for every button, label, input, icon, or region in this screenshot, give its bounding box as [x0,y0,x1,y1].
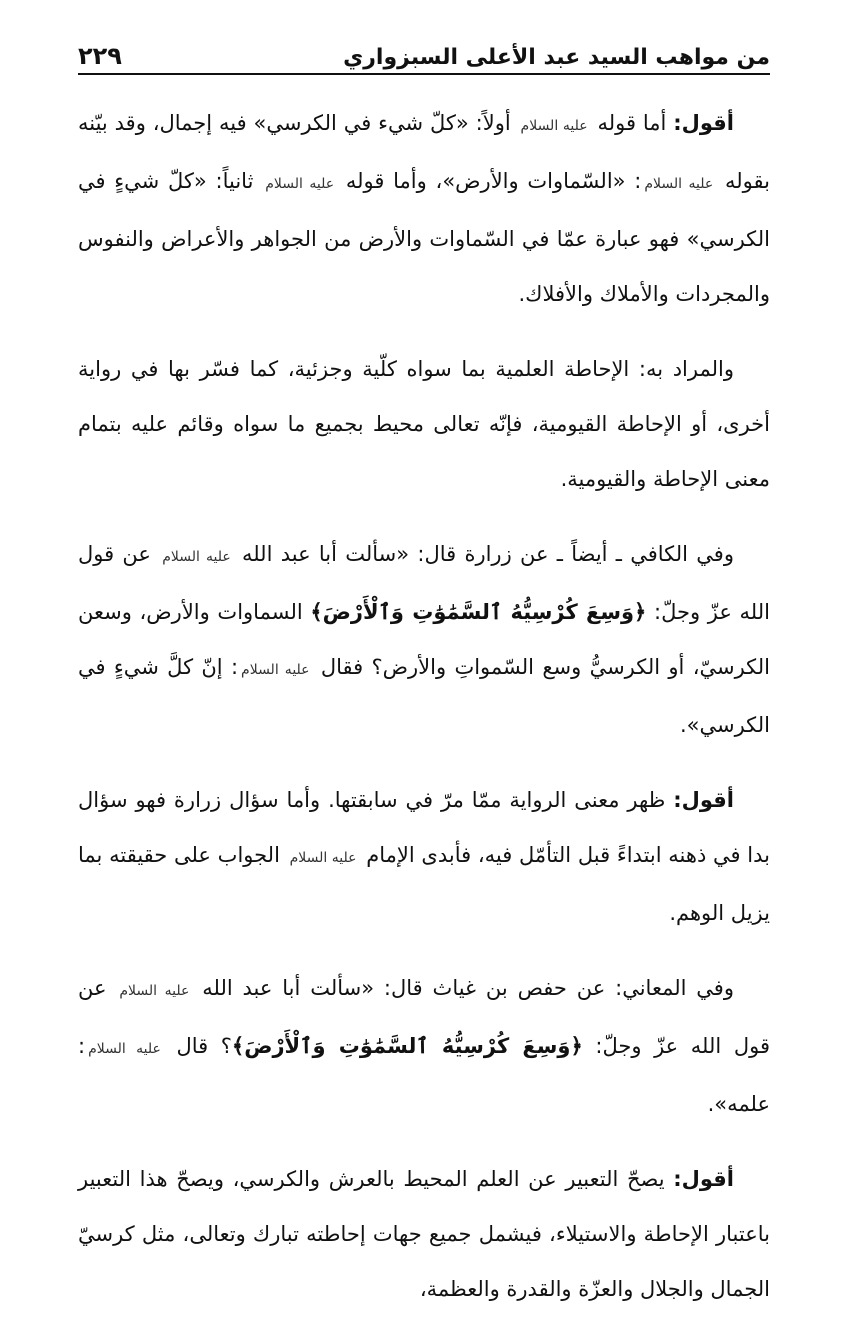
honorific-symbol: عليه السلام [289,850,357,866]
running-header [78,30,770,70]
quran-verse: ﴿وَسِعَ كُرْسِيُّهُ ٱلسَّمَٰوَٰتِ وَٱلْأَرْضَ﴾ [231,1034,583,1058]
paragraph-2 [78,342,770,507]
text-run: وفي الكافي ـ أيضاً ـ عن زرارة قال: «سألت أبا عبد الله [233,542,734,566]
text-run: الجواب على حقيقته بما يزيل الوهم. [78,843,770,925]
paragraph-4 [78,773,770,941]
text-run: : «السّماوات والأرض»، وأما قوله [337,169,642,193]
text-run: يصحّ التعبير عن العلم المحيط بالعرش والكرسي، ويصحّ هذا التعبير باعتبار الإحاطة والاستيلاء، فيشمل جميع جهات إحاطته تبارك وتعالى، مثل كرسيّ الجمال والجلال والعزّة والقدرة والعظمة، [78,1167,770,1301]
honorific-symbol: عليه السلام [265,176,335,192]
honorific-symbol: عليه السلام [644,176,714,192]
honorific-symbol: عليه السلام [88,1041,161,1057]
text-run: ظهر معنى الرواية ممّا مرّ في سابقتها. وأما سؤال زرارة فهو سؤال بدا في ذهنه ابتداءً قبل التأمّل فيه، فأبدى الإمام [78,788,770,867]
running-title: من مواهب السيد عبد الأعلى السبزواري [343,45,770,70]
text-run: : إنّ كلَّ شيءٍ في الكرسي». [78,655,770,737]
honorific-symbol: عليه السلام [520,118,588,134]
text-run: أولاً: «كلّ شيء في الكرسي» فيه إجمال، وقد بيّنه بقوله [78,111,770,193]
honorific-symbol: عليه السلام [241,662,310,678]
commentary-lead: أقول: [673,788,734,812]
quran-verse: ﴿وَسِعَ كُرْسِيُّهُ ٱلسَّمَٰوَٰتِ وَٱلْأَرْضَ﴾ [310,600,647,624]
paragraph-1 [78,96,770,322]
text-run: عن قول الله عزّ وجلّ: [78,542,770,624]
text-run: : علمه». [78,1034,770,1116]
page-number: ٢٢٩ [78,42,122,70]
paragraph-3 [78,527,770,753]
text-run: والمراد به: الإحاطة العلمية بما سواه كلّية وجزئية، كما فسّر بها في رواية أخرى، أو الإحاطة القيومية، فإنّه تعالى محيط بجميع ما سواه وقائم عليه بتمام معنى الإحاطة والقيومية. [78,357,770,491]
header-rule [78,73,770,75]
honorific-symbol: عليه السلام [162,549,231,565]
text-run: ثانياً: «كلّ شيءٍ في الكرسي» فهو عبارة عمّا في السّماوات والأرض من الجواهر والأعراض والنفوس والمجردات والأملاك والأفلاك. [78,169,770,306]
text-run: أما قوله [590,111,674,135]
text-run: ؟ قال [163,1034,232,1058]
paragraph-6 [78,1152,770,1317]
body-text [78,96,770,1337]
text-run: وفي المعاني: عن حفص بن غياث قال: «سألت أبا عبد الله [192,976,734,1000]
commentary-lead: أقول: [673,111,734,135]
commentary-lead: أقول: [673,1167,734,1191]
text-run: السماوات والأرض، وسعن الكرسيّ، أو الكرسيُّ وسع السّمواتِ والأرض؟ فقال [78,600,770,679]
text-run: عن قول الله عزّ وجلّ: [78,976,770,1058]
honorific-symbol: عليه السلام [119,983,190,999]
paragraph-5 [78,961,770,1132]
